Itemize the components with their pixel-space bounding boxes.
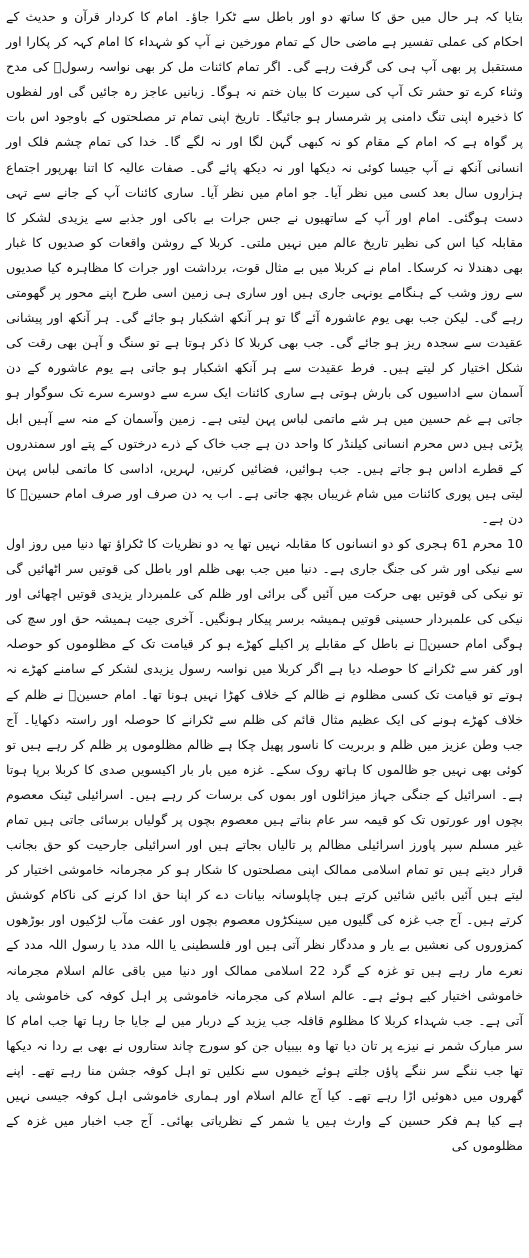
article-paragraph-1: بتایا کہ ہر حال میں حق کا ساتھ دو اور باطل سے ٹکرا جاؤ۔ امام کا کردار قرآن و حدیث کے احکام کی عملی تفسیر ہے ماضی حال کے تمام مورخین نے آپ کو شہداء کا امام کہہ کر پکارا اور مستقبل پر بھی آپ ہی کی گرفت رہے گی۔ اگر تمام کائنات مل کر بھی نواسہ رسولؐ کی مدح وثناء کرے تو حشر تک آپ کی سیرت کا بیان ختم نہ ہوگا۔ زبانیں عاجز رہ جائیں گی اور لفظوں کا ذخیرہ اپنی تنگ دامنی پر شرمسار ہو جائیگا۔ تاریخ اپنی تمام تر مصلحتوں کے باوجود اس بات پر گواہ ہے کہ امام کے مقام کو نہ کبھی گہن لگا اور نہ لگے گا۔ خدا کی تمام چشم فلک اور انسانی آنکھ نے آپ جیسا کوئی نہ دیکھا اور نہ دیکھ پائے گی۔ صفات عالیہ کا اتنا بھرپور اجتماع ہزاروں سال بعد کسی میں نظر آیا۔ جو امام میں نظر آیا۔ ساری کائنات آپ کے جانے سے تہی دست ہوگئی۔ امام اور آپ کے ساتھیوں نے جس جرات بے باکی اور جذبے سے یزیدی لشکر کا مقابلہ کیا اس کی نظیر تاریخ عالم میں نہیں ملتی۔ کربلا کے روشن واقعات کو صدیوں کا غبار بھی دھندلا نہ کرسکا۔ امام نے کربلا میں بے مثال قوت، برداشت اور جرات کا مظاہرہ کیا صدیوں سے روز وشب کے ہنگامے یونہی جاری ہیں اور ساری ہی زمین اسی طرح اپنے محور پر گھومتی رہے گی۔ لیکن جب بھی یوم عاشورہ آئے گا تو ہر آنکھ اشکبار ہو جائے گی۔ ہر آنکھ اور پیشانی عقیدت سے سجدہ ریز ہو جائے گی۔ جب بھی کربلا کا ذکر ہوتا ہے تو سنگ و آہن بھی رقت کی شکل اختیار کر لیتے ہیں۔ فرط عقیدت سے ہر آنکھ اشکبار ہو جاتی ہے یوم عاشورہ کے دن آسمان سے اداسیوں کی بارش ہوتی ہے ساری کائنات ایک سرے سے دوسرے سرے تک سوگوار ہو جاتی ہے غم حسین میں ہر شے ماتمی لباس پہن لیتی ہے۔ زمین وآسمان کے منہ سے آہیں ابل پڑتی ہیں دس محرم انسانی کیلنڈر کا واحد دن ہے جب خاک کے ذرے درختوں کے پتے اور سمندروں کے قطرے اداس ہو جاتے ہیں۔ جب ہوائیں، فضائیں کرنیں، لہریں، اداسی کا ماتمی لباس پہن لیتی ہیں پوری کائنات میں شام غریباں بچھ جاتی ہے۔ اب یہ دن صرف اور صرف امام حسینؑ کا دن ہے۔ bbox=[6, 9, 523, 526]
article-paragraph-2: 10 محرم 61 ہجری کو دو انسانوں کا مقابلہ نہیں تھا یہ دو نظریات کا ٹکراؤ تھا دنیا میں روز اول سے نیکی اور شر کی جنگ جاری ہے۔ دنیا میں جب بھی ظلم اور باطل کی قوتیں سر اٹھائیں گی تو نیکی کی قوتیں بھی حرکت میں آئیں گی برائی اور ظلم کی علمبردار یزیدی قوتیں اچھائی اور نیکی کی علمبردار حسینی قوتیں ہمیشہ برسر پیکار ہونگیں۔ آخری جیت ہمیشہ حق اور سچ کی ہوگی امام حسینؑ نے باطل کے مقابلے پر اکیلے کھڑے ہو کر قیامت تک کے مظلوموں کو حوصلہ اور کفر سے ٹکرانے کا حوصلہ دیا ہے اگر کربلا میں نواسہ رسول یزیدی لشکر کے سامنے کھڑے نہ ہوتے تو قیامت تک کسی مظلوم نے ظالم کے خلاف کھڑا نہیں ہونا تھا۔ امام حسینؑ نے ظلم کے خلاف کھڑے ہونے کی ایک عظیم مثال قائم کی ظلم سے ٹکرانے کا حوصلہ اور راستہ دکھایا۔ آج جب وطن عزیز میں ظلم و بربریت کا ناسور پھیل چکا ہے ظالم مظلوموں پر ظلم کر رہے ہیں تو کوئی بھی نہیں جو ظالموں کا ہاتھ روک سکے۔ غزہ میں بار بار اکیسویں صدی کا کربلا برپا ہوتا ہے۔ اسرائیل کے جنگی جہاز میزائلوں اور بموں کی برسات کر رہے ہیں۔ اسرائیلی ٹینک معصوم بچوں اور عورتوں تک کو قیمہ سر عام بناتے ہیں معصوم بچوں پر گولیاں برسائی جاتی ہیں تمام غیر مسلم سپر پاورز اسرائیلی مظالم پر تالیاں بجاتے ہیں اور اسرائیلی جارحیت کو حق بجانب قرار دیتے ہیں تو تمام اسلامی ممالک اپنی مصلحتوں کا شکار ہو کر مجرمانہ خاموشی اختیار کر لیتے ہیں آئیں بائیں شائیں کرتے ہیں چاپلوسانہ بیانات دے کر اپنا حق ادا کرنے کی ناکام کوشش کرتے ہیں۔ آج جب غزہ کی گلیوں میں سینکڑوں معصوم بچوں اور عفت مآب لڑکیوں اور بوڑھوں کمزوروں کی نعشیں بے یار و مددگار نظر آتی ہیں اور فلسطینی یا اللہ مدد یا رسول اللہ مدد کے نعرے مار رہے ہیں تو غزہ کے گرد 22 اسلامی ممالک اور دنیا میں باقی عالم اسلام مجرمانہ خاموشی اختیار کیے ہوئے ہے۔ عالم اسلام کی مجرمانہ خاموشی پر اہل کوفہ کی خاموشی یاد آتی ہے۔ جب شہداء کربلا کا مظلوم قافلہ جب یزید کے دربار میں لے جایا جا رہا تھا جب امام کا سر مبارک شمر نے نیزے پر تان دیا تھا وہ بیبیاں جن کو سورج چاند ستاروں نے بھی بے ردا نہ دیکھا تھا جب ننگے سر ننگے پاؤں جلتے ہوئے خیموں سے نکلیں تو اہل کوفہ جشن منا رہے تھے۔ اپنے گھروں میں دھوئیں اڑا رہے تھے۔ کیا آج عالم اسلام اور ہماری خاموشی اہل کوفہ جیسی نہیں ہے کیا ہم فکر حسین کے وارث ہیں یا شمر کے نظریاتی بھائی۔ آج جب اخبار میں غزہ کے مظلوموں کی bbox=[6, 535, 523, 1154]
